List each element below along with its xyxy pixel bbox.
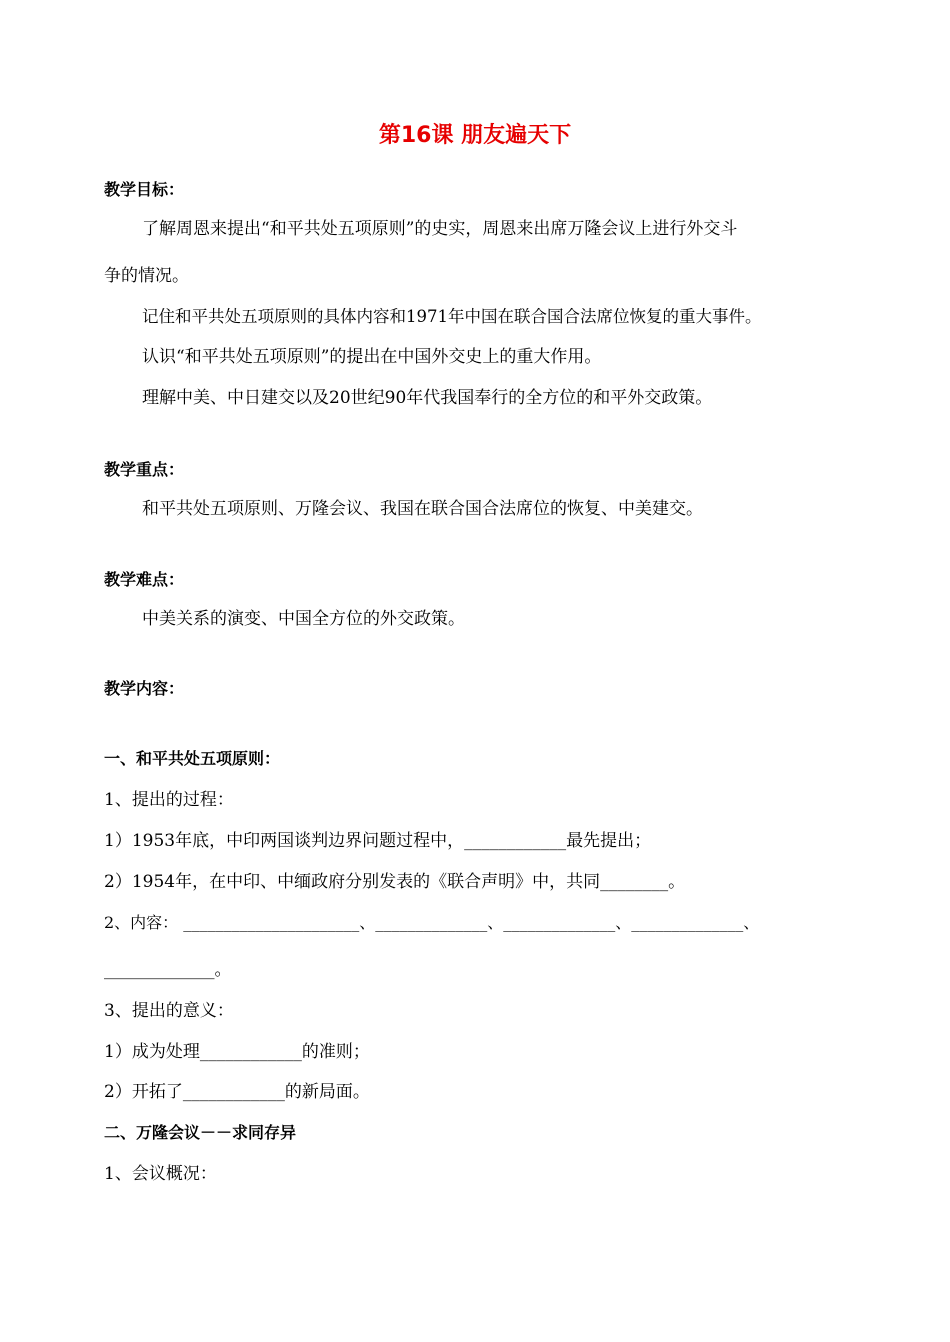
s1-item-3a: 1）成为处理____________的准则； [104, 1042, 370, 1062]
objective-4: 理解中美、中日建交以及20世纪90年代我国奉行的全方位的和平外交政策。 [142, 388, 713, 408]
key-points-heading: 教学重点： [104, 460, 185, 479]
objective-3: 认识“和平共处五项原则”的提出在中国外交史上的重大作用。 [142, 347, 602, 367]
objective-1a: 了解周恩来提出“和平共处五项原则”的史实，周恩来出席万隆会议上进行外交斗 [142, 219, 738, 239]
objectives-heading: 教学目标： [104, 180, 185, 199]
s1-item-3: 3、提出的意义： [104, 1001, 234, 1021]
difficulties-text: 中美关系的演变、中国全方位的外交政策。 [142, 609, 465, 629]
s1-item-2b: _____________。 [104, 960, 232, 980]
objective-1b: 争的情况。 [104, 266, 189, 286]
s1-item-3b: 2）开拓了____________的新局面。 [104, 1082, 370, 1102]
s1-item-1a: 1）1953年底，中印两国谈判边界问题过程中，____________最先提出； [104, 831, 652, 851]
s1-item-2a: 2、内容： ______________________、______________、______________、______________、 [104, 913, 760, 932]
s1-item-1: 1、提出的过程： [104, 790, 234, 810]
difficulties-heading: 教学难点： [104, 570, 185, 589]
objective-2: 记住和平共处五项原则的具体内容和1971年中国在联合国合法席位恢复的重大事件。 [142, 307, 762, 326]
page-title: 第16课 朋友遍天下 [378, 123, 572, 148]
section-1-heading: 一、和平共处五项原则： [104, 749, 281, 768]
s2-item-1: 1、会议概况： [104, 1164, 217, 1184]
content-heading: 教学内容： [104, 679, 185, 698]
s1-item-1b: 2）1954年，在中印、中缅政府分别发表的《联合声明》中，共同________。 [104, 872, 686, 892]
section-2-heading: 二、万隆会议－－求同存异 [104, 1123, 297, 1142]
key-points-text: 和平共处五项原则、万隆会议、我国在联合国合法席位的恢复、中美建交。 [142, 499, 703, 519]
